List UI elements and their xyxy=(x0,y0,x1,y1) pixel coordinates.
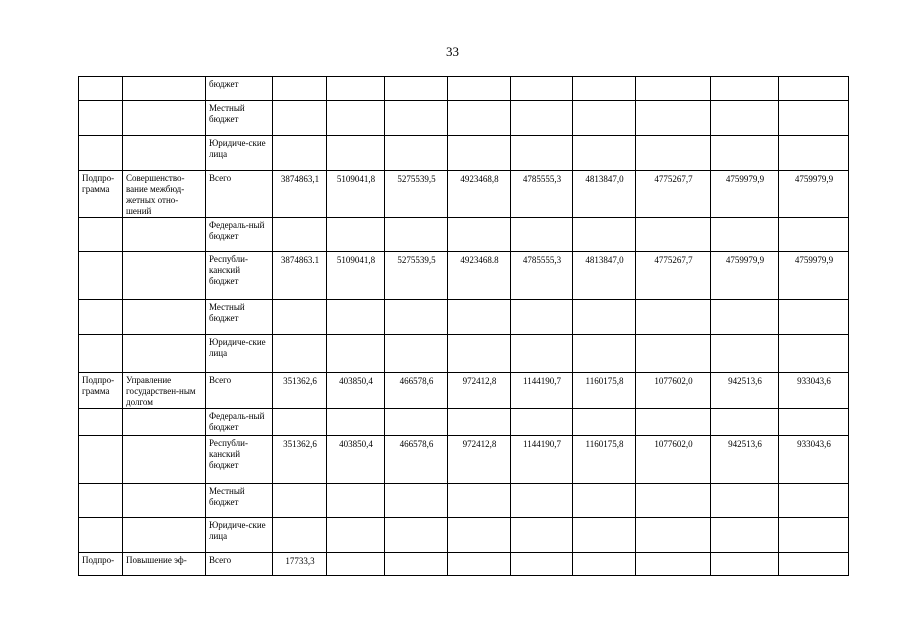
value-cell xyxy=(636,218,711,252)
funding-source-cell: Республи-канский бюджет xyxy=(206,436,273,484)
value-cell xyxy=(327,409,385,436)
value-cell xyxy=(511,218,573,252)
value-cell: 4813847,0 xyxy=(573,252,636,300)
value-cell xyxy=(385,101,448,136)
value-cell: 403850,4 xyxy=(327,373,385,409)
value-cell: 403850,4 xyxy=(327,436,385,484)
table-row xyxy=(79,518,849,553)
value-cell xyxy=(327,335,385,373)
value-cell: 17733,3 xyxy=(273,553,327,576)
value-cell xyxy=(511,335,573,373)
value-cell xyxy=(273,218,327,252)
value-cell: 4759979,9 xyxy=(779,171,849,218)
value-cell xyxy=(385,484,448,518)
value-cell xyxy=(711,300,779,335)
program-type-cell xyxy=(79,518,123,553)
value-cell xyxy=(273,335,327,373)
value-cell xyxy=(573,101,636,136)
value-cell xyxy=(636,409,711,436)
value-cell xyxy=(511,409,573,436)
table-row xyxy=(79,252,849,300)
value-cell xyxy=(327,484,385,518)
value-cell xyxy=(327,218,385,252)
value-cell: 351362,6 xyxy=(273,373,327,409)
value-cell: 933043,6 xyxy=(779,436,849,484)
program-type-cell xyxy=(79,484,123,518)
value-cell: 466578,6 xyxy=(385,436,448,484)
value-cell xyxy=(273,300,327,335)
value-cell xyxy=(711,218,779,252)
value-cell xyxy=(385,518,448,553)
value-cell xyxy=(385,218,448,252)
value-cell xyxy=(448,300,511,335)
funding-source-cell: Федераль-ный бюджет xyxy=(206,409,273,436)
value-cell: 5275539,5 xyxy=(385,171,448,218)
program-name-cell: Совершенство-вание межбюд-жетных отно-шений xyxy=(123,171,206,218)
value-cell: 1160175,8 xyxy=(573,373,636,409)
value-cell: 4785555,3 xyxy=(511,252,573,300)
page-number: 33 xyxy=(446,44,459,59)
value-cell xyxy=(327,77,385,101)
value-cell xyxy=(779,300,849,335)
program-type-cell xyxy=(79,436,123,484)
value-cell xyxy=(273,136,327,171)
program-type-cell xyxy=(79,218,123,252)
value-cell xyxy=(273,484,327,518)
value-cell xyxy=(327,136,385,171)
value-cell xyxy=(573,335,636,373)
table-row xyxy=(79,373,849,409)
program-type-cell xyxy=(79,252,123,300)
value-cell xyxy=(385,409,448,436)
program-type-cell xyxy=(79,77,123,101)
value-cell xyxy=(636,518,711,553)
table-row xyxy=(79,171,849,218)
value-cell xyxy=(779,518,849,553)
value-cell xyxy=(511,300,573,335)
value-cell: 4759979,9 xyxy=(711,171,779,218)
program-name-cell xyxy=(123,300,206,335)
value-cell xyxy=(636,300,711,335)
program-name-cell xyxy=(123,136,206,171)
value-cell: 4759979,9 xyxy=(711,252,779,300)
value-cell xyxy=(636,136,711,171)
table-row xyxy=(79,77,849,101)
value-cell xyxy=(448,553,511,576)
program-type-cell xyxy=(79,409,123,436)
value-cell xyxy=(511,484,573,518)
program-type-cell: Подпро- xyxy=(79,553,123,576)
value-cell xyxy=(711,77,779,101)
value-cell: 1160175,8 xyxy=(573,436,636,484)
value-cell xyxy=(779,218,849,252)
program-name-cell xyxy=(123,335,206,373)
value-cell: 351362,6 xyxy=(273,436,327,484)
program-name-cell: Управление государствен-ным долгом xyxy=(123,373,206,409)
value-cell xyxy=(711,335,779,373)
value-cell xyxy=(327,518,385,553)
value-cell xyxy=(636,484,711,518)
funding-source-cell: Местный бюджет xyxy=(206,484,273,518)
value-cell xyxy=(573,409,636,436)
value-cell xyxy=(636,553,711,576)
value-cell xyxy=(448,335,511,373)
value-cell xyxy=(511,136,573,171)
program-type-cell: Подпро-грамма xyxy=(79,171,123,218)
value-cell xyxy=(448,484,511,518)
program-type-cell: Подпро-грамма xyxy=(79,373,123,409)
table-row xyxy=(79,300,849,335)
value-cell xyxy=(636,101,711,136)
value-cell xyxy=(327,300,385,335)
program-name-cell xyxy=(123,77,206,101)
table-row xyxy=(79,335,849,373)
program-name-cell xyxy=(123,101,206,136)
program-type-cell xyxy=(79,335,123,373)
value-cell xyxy=(385,553,448,576)
value-cell: 1144190,7 xyxy=(511,436,573,484)
funding-source-cell: Всего xyxy=(206,171,273,218)
value-cell xyxy=(385,77,448,101)
funding-source-cell: Всего xyxy=(206,373,273,409)
value-cell xyxy=(448,518,511,553)
value-cell: 1144190,7 xyxy=(511,373,573,409)
table-row xyxy=(79,409,849,436)
table-row xyxy=(79,136,849,171)
value-cell: 4923468.8 xyxy=(448,252,511,300)
value-cell xyxy=(779,101,849,136)
value-cell xyxy=(385,300,448,335)
funding-source-cell: бюджет xyxy=(206,77,273,101)
value-cell: 972412,8 xyxy=(448,436,511,484)
value-cell: 3874863,1 xyxy=(273,171,327,218)
value-cell xyxy=(711,136,779,171)
funding-source-cell: Федераль-ный бюджет xyxy=(206,218,273,252)
table-row xyxy=(79,436,849,484)
value-cell xyxy=(448,101,511,136)
value-cell xyxy=(327,553,385,576)
funding-source-cell: Местный бюджет xyxy=(206,300,273,335)
value-cell: 4813847,0 xyxy=(573,171,636,218)
value-cell: 972412,8 xyxy=(448,373,511,409)
value-cell xyxy=(573,300,636,335)
value-cell xyxy=(511,518,573,553)
value-cell xyxy=(779,553,849,576)
value-cell xyxy=(511,101,573,136)
value-cell: 933043,6 xyxy=(779,373,849,409)
value-cell xyxy=(779,409,849,436)
value-cell xyxy=(711,484,779,518)
program-type-cell xyxy=(79,136,123,171)
value-cell xyxy=(273,518,327,553)
value-cell: 942513,6 xyxy=(711,373,779,409)
value-cell xyxy=(573,218,636,252)
funding-source-cell: Юридиче-ские лица xyxy=(206,518,273,553)
value-cell xyxy=(573,136,636,171)
program-name-cell xyxy=(123,252,206,300)
funding-source-cell: Всего xyxy=(206,553,273,576)
value-cell xyxy=(273,409,327,436)
value-cell xyxy=(448,77,511,101)
value-cell xyxy=(711,553,779,576)
value-cell xyxy=(636,335,711,373)
value-cell xyxy=(779,136,849,171)
program-name-cell xyxy=(123,436,206,484)
value-cell: 5109041,8 xyxy=(327,171,385,218)
value-cell xyxy=(511,553,573,576)
value-cell xyxy=(711,409,779,436)
value-cell xyxy=(573,77,636,101)
value-cell: 1077602,0 xyxy=(636,436,711,484)
value-cell: 4775267,7 xyxy=(636,171,711,218)
budget-table xyxy=(78,76,849,576)
table-row xyxy=(79,101,849,136)
program-name-cell xyxy=(123,484,206,518)
value-cell xyxy=(711,101,779,136)
value-cell: 4759979,9 xyxy=(779,252,849,300)
value-cell xyxy=(273,77,327,101)
program-type-cell xyxy=(79,300,123,335)
value-cell: 942513,6 xyxy=(711,436,779,484)
value-cell: 5109041,8 xyxy=(327,252,385,300)
table-row xyxy=(79,484,849,518)
program-name-cell xyxy=(123,218,206,252)
value-cell: 4923468,8 xyxy=(448,171,511,218)
value-cell xyxy=(327,101,385,136)
value-cell xyxy=(385,136,448,171)
value-cell xyxy=(636,77,711,101)
program-name-cell: Повышение эф- xyxy=(123,553,206,576)
value-cell xyxy=(711,518,779,553)
value-cell xyxy=(448,409,511,436)
funding-source-cell: Республи-канский бюджет xyxy=(206,252,273,300)
value-cell: 4785555,3 xyxy=(511,171,573,218)
value-cell: 3874863.1 xyxy=(273,252,327,300)
table-row xyxy=(79,218,849,252)
value-cell: 466578,6 xyxy=(385,373,448,409)
value-cell xyxy=(779,77,849,101)
value-cell xyxy=(573,484,636,518)
funding-source-cell: Местный бюджет xyxy=(206,101,273,136)
program-name-cell xyxy=(123,409,206,436)
funding-source-cell: Юридиче-ские лица xyxy=(206,136,273,171)
value-cell: 1077602,0 xyxy=(636,373,711,409)
value-cell xyxy=(573,518,636,553)
value-cell xyxy=(779,335,849,373)
value-cell xyxy=(779,484,849,518)
value-cell: 5275539,5 xyxy=(385,252,448,300)
program-type-cell xyxy=(79,101,123,136)
program-name-cell xyxy=(123,518,206,553)
value-cell xyxy=(385,335,448,373)
value-cell xyxy=(448,136,511,171)
value-cell xyxy=(511,77,573,101)
value-cell xyxy=(273,101,327,136)
value-cell: 4775267,7 xyxy=(636,252,711,300)
funding-source-cell: Юридиче-ские лица xyxy=(206,335,273,373)
value-cell xyxy=(448,218,511,252)
value-cell xyxy=(573,553,636,576)
table-row xyxy=(79,553,849,576)
